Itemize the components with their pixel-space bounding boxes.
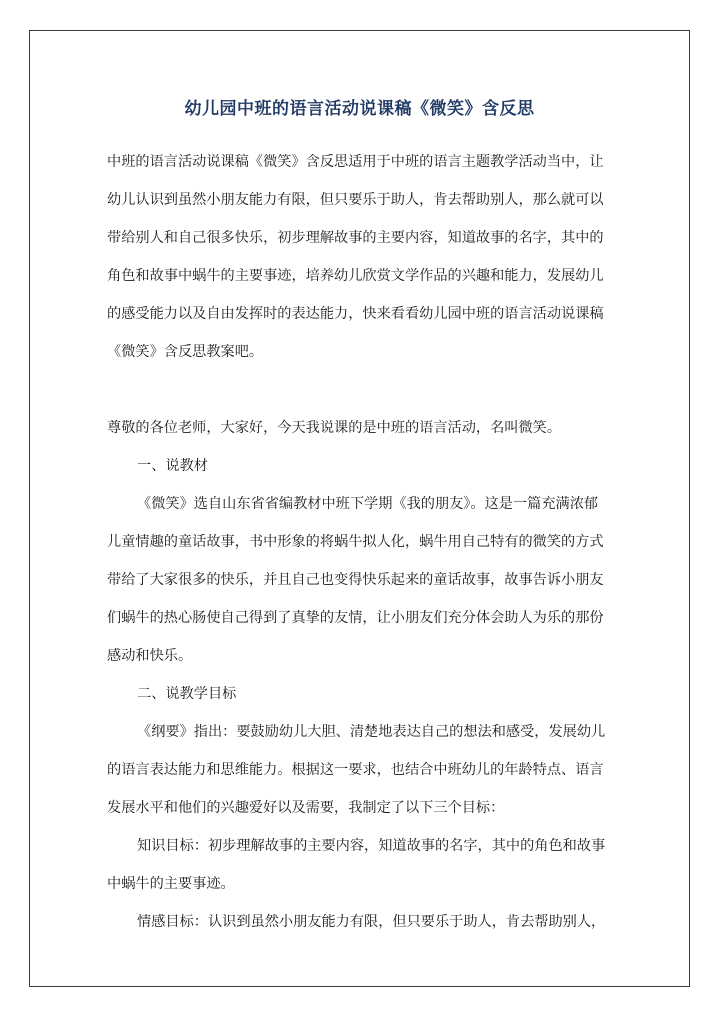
goal-emotion-line: 情感目标：认识到虽然小朋友能力有限，但只要乐于助人，肯去帮助别人， [137, 914, 606, 930]
goal-knowledge-line-1: 知识目标：初步理解故事的主要内容，知道故事的名字，其中的角色和故事 [137, 838, 606, 854]
intro-line-5: 的感受能力以及自由发挥时的表达能力，快来看看幼儿园中班的语言活动说课稿 [107, 306, 604, 322]
section1-heading: 一、说教材 [137, 458, 208, 474]
intro-line-1: 中班的语言活动说课稿《微笑》含反思适用于中班的语言主题教学活动当中，让 [107, 154, 604, 170]
section1-line-4: 们蜗牛的热心肠使自己得到了真挚的友情，让小朋友们充分体会助人为乐的那份 [107, 610, 604, 626]
intro-line-4: 角色和故事中蜗牛的主要事迹，培养幼儿欣赏文学作品的兴趣和能力，发展幼儿 [107, 268, 604, 284]
section2-line-3: 发展水平和他们的兴趣爱好以及需要，我制定了以下三个目标： [107, 800, 505, 816]
goal-knowledge-line-2: 中蜗牛的主要事迹。 [107, 876, 235, 892]
intro-line-6: 《微笑》含反思教案吧。 [107, 344, 264, 360]
section2-line-2: 的语言表达能力和思维能力。根据这一要求，也结合中班幼儿的年龄特点、语言 [107, 762, 604, 778]
section1-line-3: 带给了大家很多的快乐，并且自己也变得快乐起来的童话故事，故事告诉小朋友 [107, 572, 604, 588]
section1-line-2: 儿童情趣的童话故事，书中形象的将蜗牛拟人化，蜗牛用自己特有的微笑的方式 [107, 534, 604, 550]
intro-line-3: 带给别人和自己很多快乐，初步理解故事的主要内容，知道故事的名字，其中的 [107, 230, 604, 246]
section2-heading: 二、说教学目标 [137, 686, 237, 702]
greeting-line: 尊敬的各位老师，大家好，今天我说课的是中班的语言活动，名叫微笑。 [107, 420, 562, 436]
intro-line-2: 幼儿认识到虽然小朋友能力有限，但只要乐于助人，肯去帮助别人，那么就可以 [107, 192, 604, 208]
section2-line-1: 《纲要》指出：要鼓励幼儿大胆、清楚地表达自己的想法和感受，发展幼儿 [137, 724, 606, 740]
section1-line-5: 感动和快乐。 [107, 648, 193, 664]
section1-line-1: 《微笑》选自山东省省编教材中班下学期《我的朋友》。这是一篇充满浓郁 [137, 496, 599, 512]
document-title: 幼儿园中班的语言活动说课稿《微笑》含反思 [184, 99, 535, 119]
